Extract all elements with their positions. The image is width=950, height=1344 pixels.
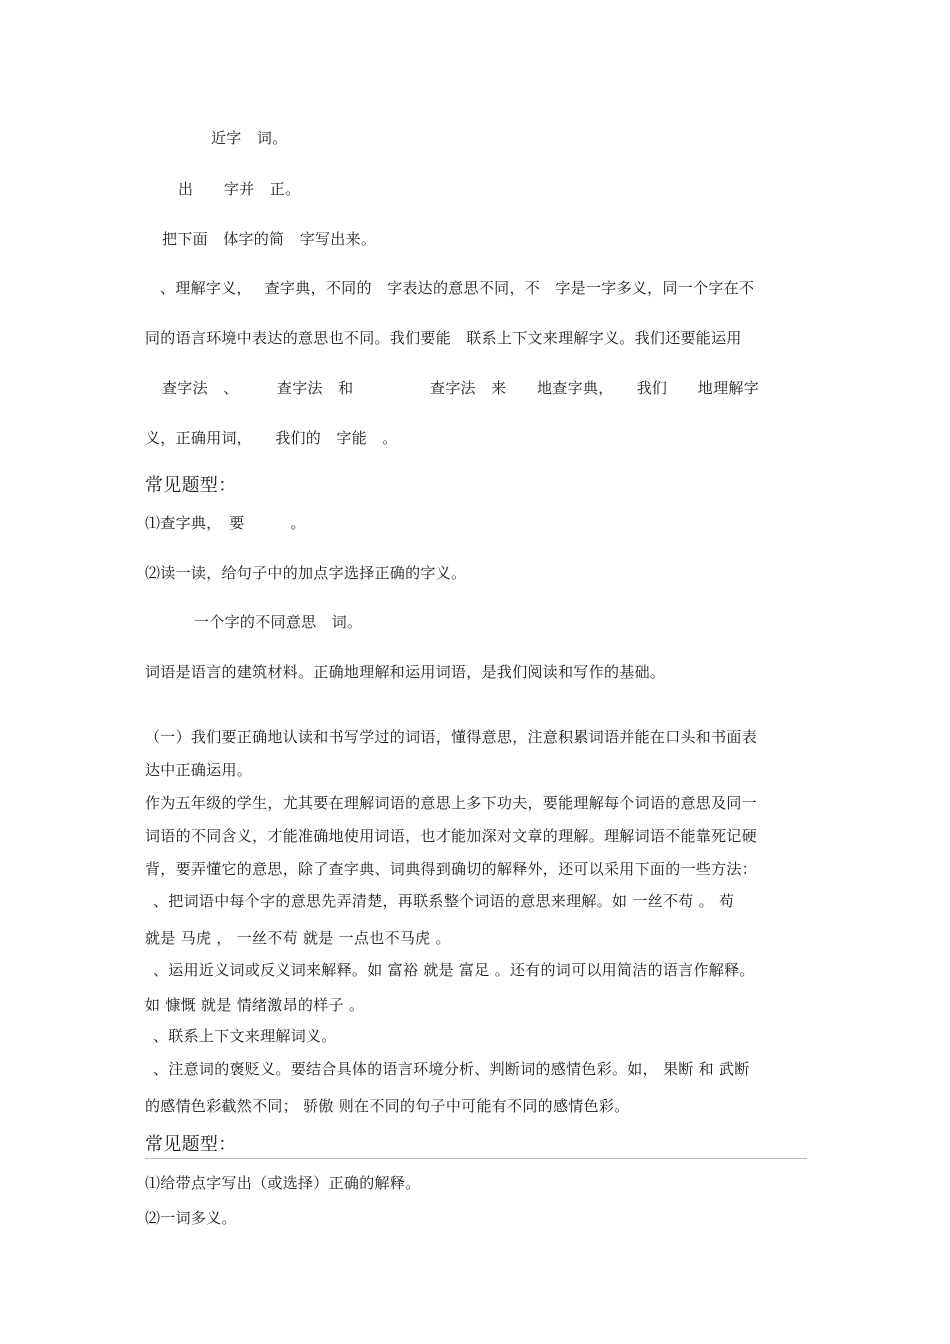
question-type-item: ⑵读一读，给句子中的加点字选择正确的字义。	[145, 564, 467, 582]
question-type-item: ⑴查字典， 要 。	[145, 514, 306, 532]
paragraph-line: 作为五年级的学生，尤其要在理解词语的意思上多下功夫，要能理解每个词语的意思及同一	[145, 794, 758, 812]
method-item-continued: 的感情色彩截然不同； 骄傲 则在不同的句子中可能有不同的感情色彩。	[145, 1097, 630, 1115]
method-item: 、注意词的褒贬义。要结合具体的语言环境分析、判断词的感情色彩。如， 果断 和 武断	[153, 1060, 750, 1078]
instruction-line: 把下面 体字的简 字写出来。	[162, 230, 377, 248]
method-item-continued: 就是 马虎 ， 一丝不苟 就是 一点也不马虎 。	[145, 929, 451, 947]
paragraph-line: 词语的不同含义，才能准确地使用词语，也才能加深对文章的理解。理解词语不能靠死记硬	[145, 827, 758, 845]
method-item-continued: 如 慷慨 就是 情绪激昂的样子 。	[145, 996, 365, 1014]
instruction-line: 出 字并 正。	[178, 180, 301, 198]
question-type-item: ⑵一词多义。	[145, 1209, 237, 1227]
method-item: 、联系上下文来理解词义。	[153, 1027, 337, 1045]
common-question-types-heading: 常见题型：	[145, 1134, 237, 1155]
paragraph-line: （一）我们要正确地认读和书写学过的词语，懂得意思，注意积累词语并能在口头和书面表	[145, 728, 758, 746]
method-item: 、把词语中每个字的意思先弄清楚，再联系整个词语的意思来理解。如 一丝不苟 。 苟	[153, 892, 735, 910]
paragraph-line: 、理解字义， 查字典，不同的 字表达的意思不同，不 字是一字多义，同一个字在不	[160, 279, 755, 297]
paragraph-line: 同的语言环境中表达的意思也不同。我们要能 联系上下文来理解字义。我们还要能运用	[145, 329, 742, 347]
paragraph-line: 达中正确运用。	[145, 761, 253, 779]
method-item: 、运用近义词或反义词来解释。如 富裕 就是 富足 。还有的词可以用简洁的语言作解释。	[153, 961, 755, 979]
paragraph-line: 查字法 、 查字法 和 查字法 来 地查字典， 我们 地理解字	[162, 379, 760, 397]
section-title-near-char: 近字 词。	[211, 129, 288, 147]
section-title-word-meaning: 一个字的不同意思 词。	[194, 613, 363, 631]
common-question-types-heading: 常见题型：	[145, 475, 237, 496]
heading-divider	[145, 1158, 807, 1159]
paragraph-line: 义，正确用词， 我们的 字能 。	[145, 429, 398, 447]
question-type-item: ⑴给带点字写出（或选择）正确的解释。	[145, 1174, 421, 1192]
paragraph-line: 背，要弄懂它的意思，除了查字典、词典得到确切的解释外，还可以采用下面的一些方法：	[145, 860, 758, 878]
paragraph-line: 词语是语言的建筑材料。正确地理解和运用词语，是我们阅读和写作的基础。	[145, 663, 666, 681]
